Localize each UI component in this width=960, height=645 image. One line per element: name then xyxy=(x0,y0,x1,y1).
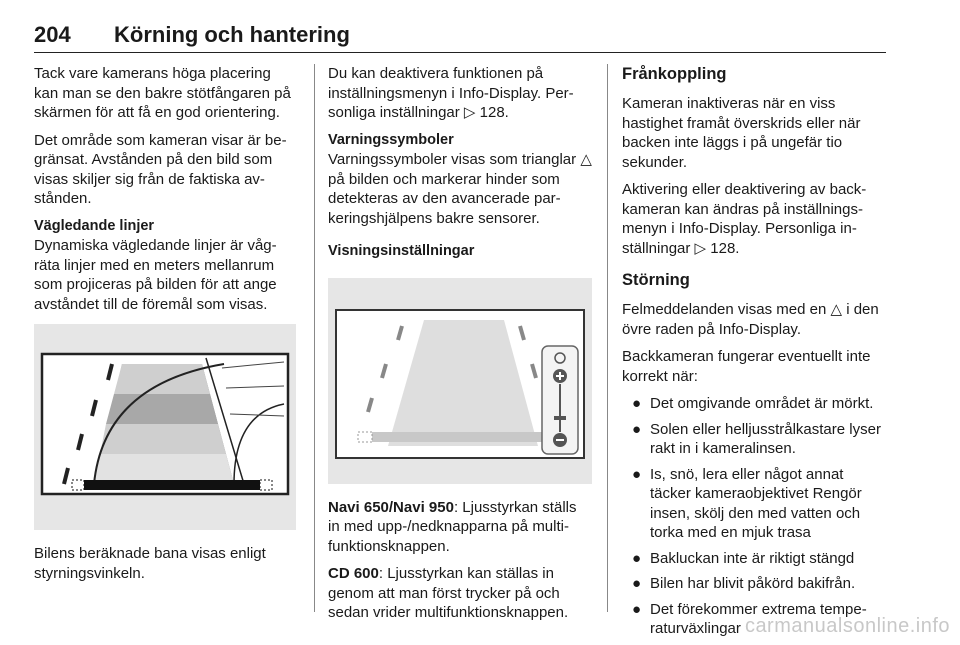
display-settings-illustration xyxy=(328,278,592,484)
paragraph: Det område som kameran visar är begränsat. Avstånden på den bild som visas skiljer sig från de faktiska avstånden. xyxy=(34,131,287,207)
paragraph: Du kan deaktivera funktionen på inställningsmenyn i Info-Display. Personliga inställningar ▷ 128. xyxy=(328,65,574,121)
fault-heading: Störning xyxy=(622,271,690,289)
warning-triangle-icon: △ xyxy=(830,301,843,318)
bullet-icon: ● xyxy=(632,465,642,483)
page-ref-icon: ▷ xyxy=(694,239,707,257)
column-divider xyxy=(607,64,608,612)
list-item: ● Det förekommer extrema temperaturväxlingar xyxy=(632,600,867,637)
paragraph: Tack vare kamerans höga placering kan man se den bakre stötfångaren på skärmen för att få en god orientering. xyxy=(34,65,291,121)
page-ref-icon: ▷ xyxy=(463,104,476,121)
paragraph: Navi 650/Navi 950: Ljusstyrkan ställs in med upp-/nedknapparna på multifunktionsknappen. xyxy=(328,498,577,555)
bullet-icon: ● xyxy=(632,600,642,618)
disconnection-heading: Frånkoppling xyxy=(622,65,727,83)
paragraph: Kameran inaktiveras när en viss hastighet framåt överskrids eller när backen inte läggs i på ungefär tio sekunder. xyxy=(622,95,861,171)
page-number: 204 xyxy=(34,22,71,47)
list-item: ● Solen eller helljusstrålkastare lyser rakt in i kameralinsen. xyxy=(632,420,881,457)
column-2 xyxy=(328,64,592,631)
page-header xyxy=(34,22,886,52)
bullet-icon: ● xyxy=(632,549,642,567)
malfunction-list xyxy=(622,394,888,639)
paragraph: Varningssymboler visas som trianglar △ på bilden och markerar hinder som detekteras av den avancerade parkeringshjälpens bakre sensorer. xyxy=(328,151,592,227)
list-item: ● Is, snö, lera eller något annat täcker kameraobjektivet Rengör insen, skölj den med vatten och torka med en mjuk trasa xyxy=(632,465,862,541)
list-item: ● Det omgivande området är mörkt. xyxy=(632,395,874,412)
list-item: ● Bilen har blivit påkörd bakifrån. xyxy=(632,575,856,592)
column-3 xyxy=(622,64,888,645)
display-settings-heading: Visningsinställningar xyxy=(328,243,475,259)
bullet-icon: ● xyxy=(632,395,642,412)
brightness-screen-drawing xyxy=(328,278,592,484)
guide-lines-heading: Vägledande linjer xyxy=(34,217,155,234)
header-divider xyxy=(34,52,886,53)
guide-lines-illustration xyxy=(34,324,296,530)
paragraph: Aktivering eller deaktivering av backkameran kan ändras på inställningsmenyn i Info-Display. Personliga inställningar ▷ 128. xyxy=(622,181,867,257)
paragraph: Backkameran fungerar eventuellt inte korrekt när: xyxy=(622,348,871,385)
column-1 xyxy=(34,64,296,591)
warning-symbols-heading: Varningssymboler xyxy=(328,131,454,148)
bullet-icon: ● xyxy=(632,575,642,592)
figure-caption: Bilens beräknade bana visas enligt styrningsvinkeln. xyxy=(34,545,266,582)
chapter-title: Körning och hantering xyxy=(114,22,350,47)
warning-triangle-icon: △ xyxy=(580,151,592,168)
column-divider xyxy=(314,64,315,612)
paragraph: Dynamiska vägledande linjer är vågräta linjer med en meters mellanrum som projiceras på bilden för att ange avståndet till de föremål som visas. xyxy=(34,237,277,313)
paragraph: CD 600: Ljusstyrkan kan ställas in genom att man först trycker på och sedan vrider multifunktionsknappen. xyxy=(328,565,569,621)
list-item: ● Bakluckan inte är riktigt stängd xyxy=(632,549,855,567)
bullet-icon: ● xyxy=(632,420,642,438)
camera-view-drawing xyxy=(34,324,296,530)
watermark: carmanualsonline.info xyxy=(744,615,950,637)
paragraph: Felmeddelanden visas med en △ i den övre raden på Info-Display. xyxy=(622,301,879,338)
